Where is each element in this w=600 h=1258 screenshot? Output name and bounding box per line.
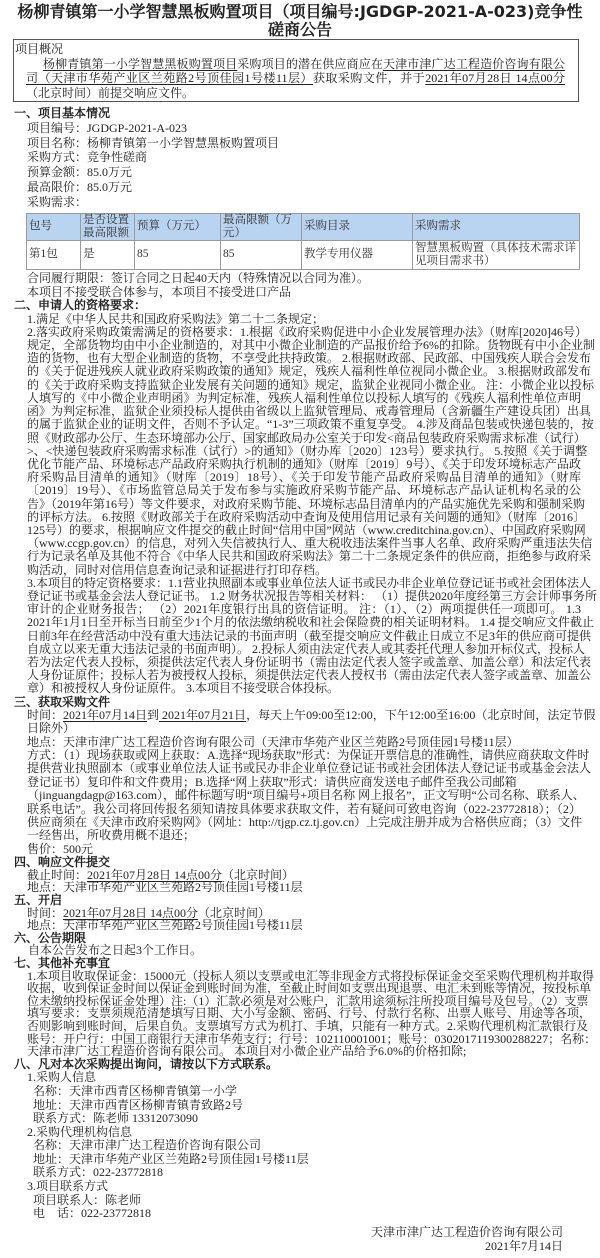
cell-package-no: 第1包 [27, 240, 81, 269]
section-heading: 六、公告期限 [14, 930, 87, 945]
field-project-name [0, 136, 581, 151]
location-label: 地点： [27, 734, 64, 749]
paragraph-line: 优化节能产品、环境标志产品政府采购执行机制的通知》（财库〔2019〕9号）、《关于印发环境标志产品政 [27, 456, 581, 471]
location-label: 地点： [27, 918, 64, 933]
field-label: 名称： [33, 1083, 70, 1098]
paragraph-line: 否则影响到账时间，后果自负。支票填写方式为机打、手填，只能有一种方式。2.采购代理机构汇款银行及 [27, 1018, 589, 1033]
contract-period: 合同履行期限：签订合同之日起40天内（特殊情况以合同为准）。 [27, 271, 370, 286]
paragraph-line: 2.落实政府采购政策需满足的资格要求：1.根据《政府采购促进中小企业发展管理办法》（财库[2020]46号） [27, 324, 587, 339]
field-project-number [0, 121, 581, 136]
field-label: 电 话： [33, 1206, 82, 1221]
paragraph-line: 若为法定代表人投标，须提供法定代表人身份证明书（需由法定代表人签字或盖章、加盖公章）和法定代表 [27, 654, 592, 669]
paragraph-line: 1.本项目收取保证金：15000元（投标人须以支票或电汇等非现金方式将投标保证金交至采购代理机构并取得 [27, 968, 595, 983]
obtain-time [0, 707, 596, 722]
time-suffix: （北京时间） [198, 905, 271, 920]
signature-organization: 天津市津广达工程造价咨询有限公司 [370, 1224, 563, 1239]
header-budget: 预算（万元） [135, 213, 221, 240]
paragraph-line: 125号）的要求，根据响应文件提交的截止时间“信用中国”网站（www.creditchina.gov.cn）、中国政府采购网 [27, 522, 586, 537]
paragraph-line: 人填写的《中小微企业声明函》为判定标准，残疾人福利性单位以投标人填写的《残疾人福利性单位声明 [27, 390, 581, 405]
obtain-location [0, 736, 581, 749]
field-label: 项目名称： [27, 135, 88, 150]
field-value: 022-23772818 [93, 1165, 164, 1180]
agency-name [0, 1139, 600, 1153]
location-value: 天津市华苑产业区兰苑路2号顶佳园1号楼11层 [63, 918, 303, 933]
field-value: 85.0万元 [87, 165, 133, 180]
paragraph-line: 照《财政部办公厅、生态环境部办公厅、国家邮政局办公室关于印发<商品包装政府采购需求标准（试行） [27, 430, 586, 445]
section-heading: 一、项目基本情况 [14, 106, 111, 120]
paragraph-line: 的《关于促进残疾人就业政府采购政策的通知》规定，残疾人福利性单位视同小微企业。 3.根据财政部发布 [27, 364, 592, 379]
field-value: JGDGP-2021-A-023 [87, 120, 188, 135]
paragraph-line: 一经售出，所收费用概不退还； [27, 828, 196, 843]
field-procurement-requirements [0, 195, 581, 210]
announcement-title: 杨柳青镇第一小学智慧黑板购置项目（项目编号:JGDGP-2021-A-023)竞争性磋商公告 [17, 2, 583, 39]
paragraph-line: 2021年1月1日至开标当日前至少1个月的依法缴纳税收和社会保险费的相关证明材料。 1.4 提交响应文件截止 [27, 615, 595, 630]
paragraph-line: 告》（2019年第16号）等文件要求，对政府采购节能、环境标志品目清单内的产品实施优先采购和强制采购 [27, 496, 586, 511]
paragraph-line: （www.ccgp.gov.cn）的信息，对列入失信被执行人、重大税收违法案件当事人名单、政府采购严重违法失信 [27, 536, 593, 551]
overview-project-name: 杨柳青镇第一小学智慧黑板购置项目 [43, 56, 238, 71]
signature-block [0, 1225, 600, 1253]
deadline-suffix: （北京时间） [222, 867, 295, 882]
location-value: 天津市津广达工程造价咨询有限公司（天津市华苑产业区兰苑路2号顶佳园1号楼11层） [63, 734, 519, 749]
field-value: 天津市西青区杨柳青镇青致路2号 [69, 1097, 244, 1112]
time-label: 时间： [27, 905, 64, 920]
overview-text-before-agency: 采购项目的潜在供应商应在 [237, 56, 383, 71]
paragraph-line: 登记证书或基金会法人登记证书。 1.2 财务状况报告等相关材料： （1）提供2020年度经第三方会计师事务所 [27, 588, 598, 603]
header-catalog: 采购目录 [302, 213, 413, 240]
table-row [27, 240, 580, 269]
paragraph-line: 的《关于政府采购支持监狱企业发展有关问题的通知》规定，监狱企业视同小微企业。 注：小微企业以投标 [27, 377, 595, 392]
time-to: 到 [147, 707, 160, 722]
qualification-item-2 [0, 326, 600, 577]
purchaser-info-title: 1.采购人信息 [27, 1070, 97, 1085]
overview-paragraph [15, 57, 577, 101]
notice-period: 自本公告发布之日起3个工作日。 [28, 943, 203, 958]
section-heading: 三、获取采购文件 [14, 694, 111, 709]
table-header-row [27, 213, 580, 240]
header-max-limit: 最高限额（万元） [221, 213, 302, 240]
consortium-note: 本项目不接受联合体参与，本项目不接受进口产品 [27, 285, 292, 300]
field-value: 天津市西青区杨柳青镇第一小学 [69, 1083, 238, 1098]
field-label: 地址： [33, 1151, 70, 1166]
procurement-requirements-table [26, 213, 580, 270]
field-budget [0, 165, 581, 180]
supplementary-matters [0, 970, 600, 1058]
paragraph-line: 造的货物，也有大型企业制造的货物，不享受此扶持政策。 2.根据财政部、民政部、中国残疾人联合会发布 [27, 351, 592, 366]
paragraph-line: 日前3年在经营活动中没有重大违法记录的书面声明（截至提交响应文件截止日成立不足3年的供应商可提供 [27, 628, 592, 643]
paragraph-line: 方式：（1）现场获取或网上获取：A.选择“现场获取”形式：为保证开票信息的准确性，请供应商获取文件时 [27, 747, 590, 762]
section-obtain-documents [0, 709, 600, 856]
paragraph-line: 购活动，同时对信用信息查询记录和证据进行打印存档。 [27, 562, 328, 577]
header-has-max-limit: 是否设置最高限额 [81, 213, 135, 240]
location-label: 地点： [27, 880, 64, 895]
signature-date: 2021年7月14日 [484, 1238, 563, 1253]
overview-label: 项目概况 [15, 42, 64, 56]
obtain-method [0, 749, 600, 843]
field-value: 85.0万元 [87, 179, 133, 194]
cell-budget: 85 [135, 240, 221, 269]
field-value: 天津市津广达工程造价咨询有限公司 [69, 1138, 262, 1153]
paragraph-line: 提供营业执照副本（或事业单位法人证书或民办非企业单位登记证书或社会团体法人登记证书或基金会法人 [27, 761, 592, 776]
paragraph-line: 登记证书）复印件和文件费用；B.选择“网上获取”形式：请供应商发送电子邮件至我公司邮箱 [27, 774, 517, 789]
field-max-price [0, 180, 581, 195]
field-label: 采购方式： [27, 150, 88, 165]
cell-max-limit: 85 [221, 240, 302, 269]
field-value: 陈老师 [105, 1192, 142, 1207]
project-contact-phone [0, 1207, 600, 1221]
paragraph-line: （jinguangdagp@163.com），邮件标题写明“项目编号+项目名称 网上报名”，正文写明“公司名称、联系人、 [27, 788, 585, 803]
header-requirement: 采购需求 [413, 213, 580, 240]
section-heading: 七、其他补充事宜 [14, 955, 111, 970]
paragraph-line: 审计的企业财务报告； （2）2021年度银行出具的资信证明。 注：（1）、（2）两项提供任一项即可。 1.3 [27, 602, 581, 617]
time-value: 2021年07月28日 14点00分 [63, 905, 199, 920]
paragraph-line: 章）和被授权人身份证原件。 3.本项目不接受联合体投标。 [27, 681, 340, 696]
section-contacts [0, 1058, 600, 1221]
section-heading: 五、开启 [14, 893, 63, 908]
deadline-label: 截止时间： [27, 867, 88, 882]
header-package-no: 包号 [27, 213, 81, 240]
paragraph-line: 供应商须在《天津市政府采购网》（网址：http://tjgp.cz.tj.gov.cn）上完成注册并成为合格供应商；（3）文件 [27, 815, 583, 830]
opening-location [0, 919, 581, 932]
field-value: 竞争性磋商 [87, 150, 148, 165]
overview-deadline: 2021年07月28日 14点00分 [425, 71, 565, 85]
overview-text-after-deadline: （北京时间）前提交响应文件。 [26, 85, 195, 100]
paragraph-line: >、<快递包装政府采购需求标准（试行）>的通知》（财办库〔2020〕123号）要求执行。 5.按照《关于调整 [27, 443, 588, 458]
paragraph-line: 填写要求：支票须规范清楚填写日期、大小写金额、密码、行号、付款行名称、出票人账号、用途等各项， [27, 1006, 592, 1021]
price-label: 售价： [27, 841, 64, 856]
field-value: 天津市华苑产业区兰苑路2号顶佳园1号楼11层 [69, 1151, 309, 1166]
cell-catalog: 教学专用仪器 [302, 240, 413, 269]
field-label: 项目联系人： [33, 1192, 106, 1207]
field-label: 名称： [33, 1138, 70, 1153]
qualification-item-3 [0, 577, 600, 696]
cell-requirement: 智慧黑板购置（具体技术需求详见项目需求书） [413, 240, 580, 269]
paragraph-line: 函》为判定标准，监狱企业须投标人提供由省级以上监狱管理局、戒毒管理局（含新疆生产建设兵团）出具 [27, 404, 592, 419]
field-value: 022-23772818 [81, 1206, 152, 1221]
deadline-value: 2021年07月28日 14点00分 [87, 867, 223, 882]
field-label: 项目编号： [27, 120, 88, 135]
field-procurement-method [0, 150, 581, 165]
paragraph-line: 天津市津广达工程造价咨询有限公司。 本项目对小微企业产品给予6.0%的价格扣除; [27, 1044, 467, 1059]
field-label: 地址： [33, 1097, 70, 1112]
obtain-time-continued: 日除外） [27, 721, 76, 736]
section-project-basics [0, 106, 600, 210]
section-heading: 二、申请人的资格要求： [14, 298, 147, 313]
paragraph-line: 位未缴纳投标保证金处理）注:（1）汇款必须是对公账户，汇款用途须标注所投项目编号及包号。（2）支票 [27, 993, 589, 1008]
time-start: 2021年07月14日 [63, 707, 148, 722]
paragraph-line: 〔2019〕19号）、《市场监管总局关于发布参与实施政府采购节能产品、环境标志产品认证机构名录的公 [27, 483, 581, 498]
paragraph-line: 联系电话”。我公司将回传报名须知请按具体要求获取文件，若有疑问可致电咨询（022-23772818）；（2） [27, 801, 581, 816]
table-notes [0, 271, 600, 299]
purchaser-contact [0, 1112, 600, 1126]
section-heading: 四、响应文件提交 [14, 855, 111, 870]
purchaser-name [0, 1085, 600, 1099]
time-end: 2021年07月21日 [159, 707, 247, 722]
overview-text-before-deadline: 获取采购文件，并于 [312, 71, 426, 85]
paragraph-line: 账号：开户行：中国工商银行天津市华苑支行；行号：102110001001；账号：0302017119300288227；名称： [27, 1031, 597, 1046]
paragraph-line: 规定，全部货物均由中小企业制造的，对其中小微企业制造的产品报价给予6%的扣除。货物既有中小企业制 [27, 338, 596, 353]
paragraph-line: 的评标方法。 6.按照《财政部关于在政府采购活动中查询及使用信用记录有关问题的通知》（财库〔2016〕 [27, 509, 586, 524]
time-details: ，每天上午09:00至12:00，下午12:00至16:00（北京时间，法定节假 [246, 707, 596, 722]
overview-agency-address: （天津市华苑产业区兰苑路2号顶佳园1号楼11层） [38, 71, 313, 85]
field-label: 联系方式： [33, 1165, 94, 1180]
sections-4-to-7 [0, 856, 600, 1058]
agency-info-title: 2.采购代理机构信息 [27, 1124, 133, 1139]
overview-agency-name: 天津市津广达工程造价咨询有限公司 [26, 56, 565, 85]
project-contact-title: 3.项目联系方式 [27, 1179, 109, 1194]
paragraph-line: 人身份证原件；投标人若为被授权人投标，须提供法定代表人授权书（需由法定代表人签字或盖章、加盖公 [27, 668, 592, 683]
paragraph-line: 行为记录名单及其他不符合《中华人民共和国政府采购法》第二十二条规定条件的供应商，拒绝参与政府采 [27, 549, 592, 564]
field-label: 最高限价： [27, 179, 88, 194]
field-label: 采购需求： [27, 194, 88, 209]
field-label: 联系方式： [33, 1111, 94, 1126]
field-label: 预算金额： [27, 165, 88, 180]
submission-location [0, 881, 581, 894]
paragraph-line: 的属于监狱企业的证明文件，否则不予认定。“1-3”三项政策不重复享受。 4.涉及商品包装或快递包装的，按 [27, 417, 594, 432]
section-qualifications [0, 299, 600, 708]
paragraph-line: 自成立以来无重大违法记录的书面声明）。 2.投标人须由法定代表人或其委托代理人参加开标仪式，投标人 [27, 641, 586, 656]
section-heading: 八、凡对本次采购提出询问，请按以下方式联系。 [14, 1056, 279, 1071]
paragraph-line: 府采购品目清单的通知》（财库〔2019〕18号）、《关于印发节能产品政府采购品目清单的通知》（财库 [27, 470, 581, 485]
paragraph-line: 3.本项目的特定资格要求：1.1营业执照副本或事业单位法人证书或民办非企业单位登记证书或社会团体法人 [27, 575, 592, 590]
price-value: 500元 [63, 841, 94, 856]
location-value: 天津市华苑产业区兰苑路2号顶佳园1号楼11层 [63, 880, 303, 895]
qualification-item-1: 1.满足《中华人民共和国政府采购法》第二十二条规定； [27, 311, 325, 326]
cell-has-max-limit: 是 [81, 240, 135, 269]
project-overview-box [13, 39, 579, 102]
time-label: 时间： [27, 707, 64, 722]
field-value: 杨柳青镇第一小学智慧黑板购置项目 [87, 135, 280, 150]
paragraph-line: 收据，收到保证金时间以保证金到账时间为准，至截止时间如支票出现退票、电汇未到账等情况，按投标单 [27, 981, 592, 996]
field-value: 陈老师 13312073090 [93, 1111, 199, 1126]
